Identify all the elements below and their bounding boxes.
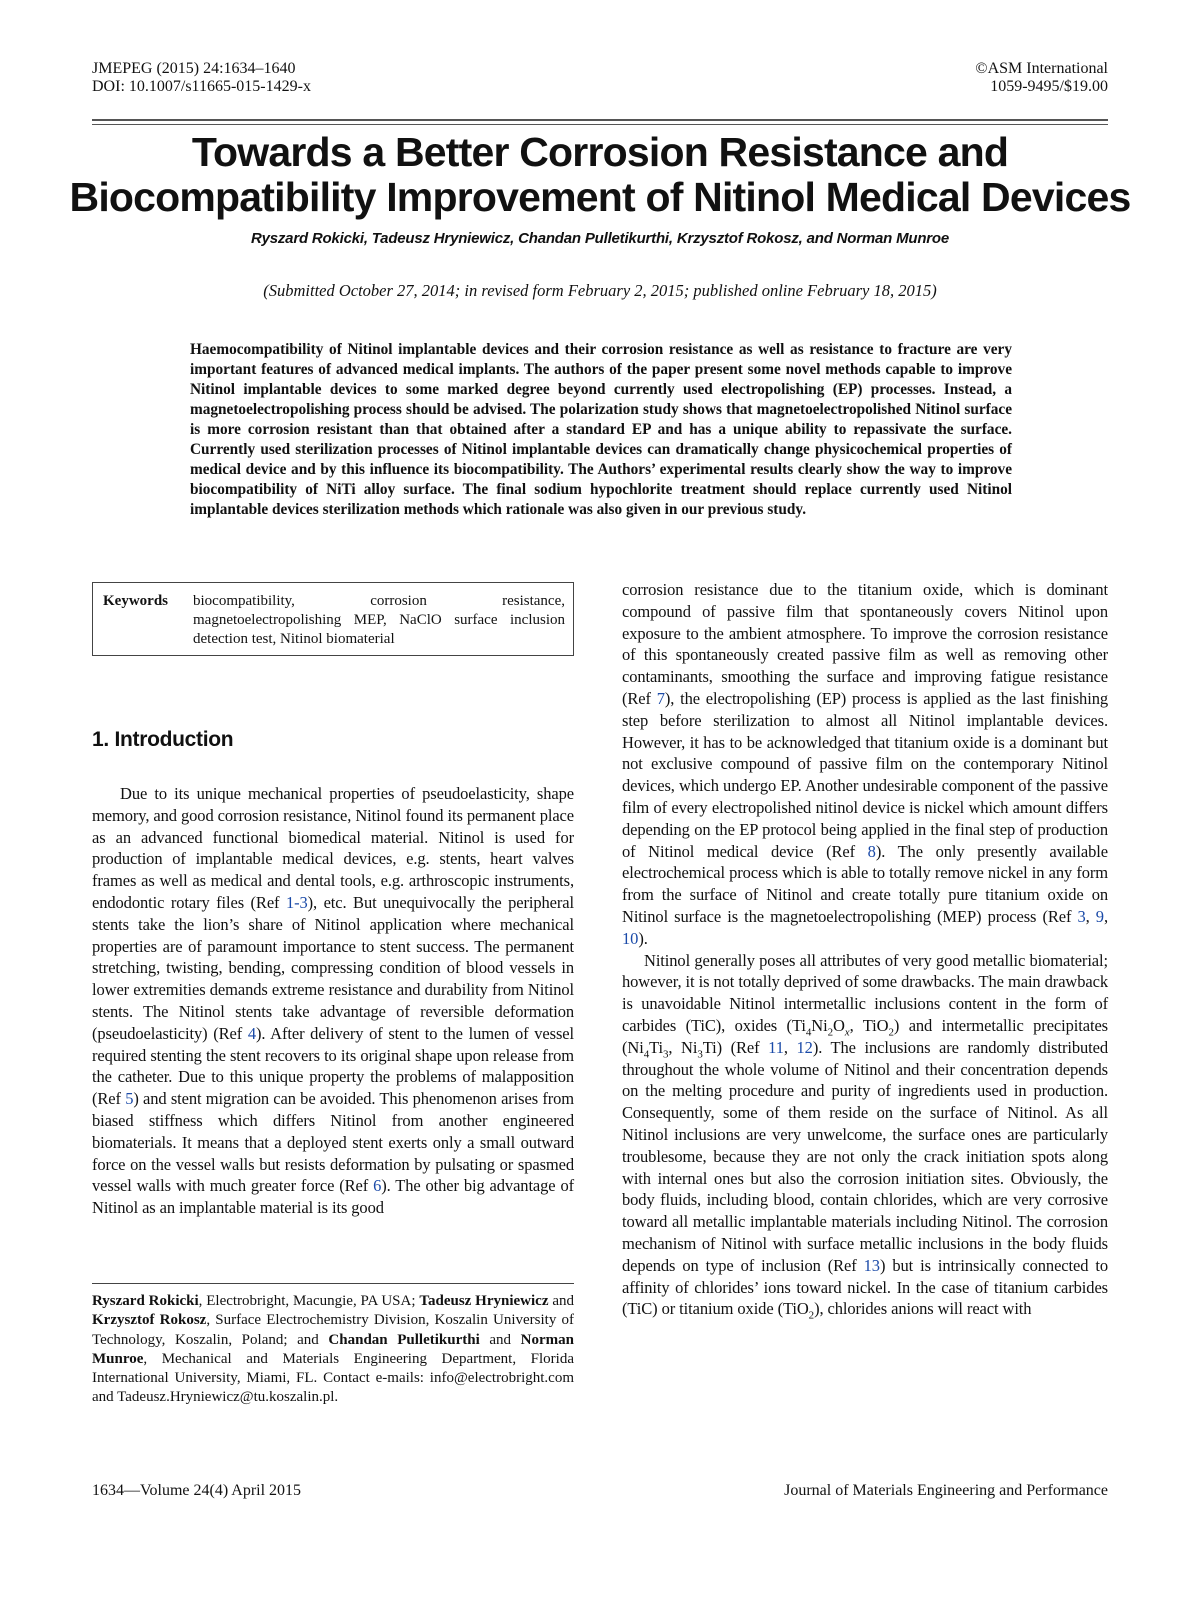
- affiliation-text: and: [479, 1331, 521, 1348]
- body-text: ) but is intrinsically connected to affinity of chlorides’ ions toward nickel. In the case of titanium carbides (TiC) or titanium oxide (TiO: [622, 1255, 1108, 1319]
- body-text: , TiO: [849, 1015, 889, 1035]
- intro-text: ), etc. But unequivocally the peripheral stents take the lion’s share of Nitinol application where mechanical properties are of paramount importance to stent success. The permanent stretching, twisting, bending, compressing condition of blood vessels in lower extremities demands extreme resistance and durability from Nitinol stents. The Nitinol stents take advantage of reversible deformation (pseudoelasticity) (Ref: [92, 892, 574, 1043]
- header-left: [92, 60, 311, 96]
- reference-link[interactable]: 13: [863, 1255, 880, 1275]
- reference-link[interactable]: 3: [1077, 906, 1086, 926]
- body-text: ,: [1103, 906, 1108, 926]
- header-right: [975, 60, 1108, 96]
- author-name: Krzysztof Rokosz: [92, 1312, 207, 1329]
- author-name: Ryszard Rokicki: [92, 1293, 199, 1309]
- publisher-line: ©ASM International: [975, 60, 1108, 77]
- footer-journal-name: Journal of Materials Engineering and Performance: [784, 1482, 1108, 1499]
- intro-text: ). The other big advantage of Nitinol as an implantable material is its good: [92, 1176, 574, 1218]
- reference-link[interactable]: 4: [247, 1023, 256, 1043]
- header-rule-thin: [92, 124, 1108, 125]
- subscript: 3: [663, 1048, 669, 1061]
- subscript: 2: [808, 1309, 815, 1322]
- affiliation-text: , Electrobright, Macungie, PA USA;: [198, 1293, 420, 1309]
- reference-link[interactable]: 12: [796, 1037, 813, 1057]
- affiliation-text: , Mechanical and Materials Engineering Department, Florida International University, Miami, FL. Contact e-mails: info@electrobright.com and Tadeusz.Hryniewicz@tu.koszalin.pl.: [92, 1350, 574, 1406]
- keywords-text: biocompatibility, corrosion resistance, magnetoelectropolishing MEP, NaClO surface inclusion detection test, Nitinol biomaterial: [193, 593, 565, 647]
- body-text: , Ni: [668, 1037, 698, 1057]
- subscript: 3: [697, 1048, 703, 1061]
- keywords-label: Keywords: [103, 593, 168, 609]
- submission-dates: (Submitted October 27, 2014; in revised form February 2, 2015; published online February 18, 2015): [263, 281, 937, 300]
- body-text: Ni: [811, 1015, 828, 1035]
- price-line: 1059-9495/$19.00: [990, 78, 1108, 95]
- subscript: x: [844, 1026, 850, 1039]
- intro-text: Due to its unique mechanical properties of pseudoelasticity, shape memory, and good corrosion resistance, Nitinol found its permanent place as an advanced functional biomedical material. Nitinol is used for production of implantable medical devices, e.g. stents, heart valves frames as well as medical and dental tools, e.g. arthroscopic instruments, endodontic rotary files (Ref: [92, 784, 574, 912]
- subscript: 2: [888, 1026, 894, 1039]
- title-line-1: Towards a Better Corrosion Resistance and: [191, 129, 1009, 175]
- subscript: 4: [805, 1026, 812, 1039]
- intro-text: ). After delivery of stent to the lumen of vessel required stenting the stent recovers to its original shape upon release from the catheter. Due to this unique property the problems of malapposition (Ref: [92, 1023, 574, 1109]
- body-text: ). The only presently available electrochemical process which is able to totally remove nickel in any form from the surface of Nitinol and create totally pure titanium oxide on Nitinol surface is the magnetoelectropolishing (MEP) process (Ref: [622, 841, 1108, 926]
- reference-link[interactable]: 6: [373, 1176, 382, 1196]
- footnote-rule: [92, 1283, 574, 1284]
- author-list: Ryszard Rokicki, Tadeusz Hryniewicz, Chandan Pulletikurthi, Krzysztof Rokosz, and Norman Munroe: [250, 230, 950, 247]
- abstract: Haemocompatibility of Nitinol implantable devices and their corrosion resistance as well as resistance to fracture are very important features of advanced medical implants. The authors of the paper present some novel methods capable to improve Nitinol implantable devices to some marked degree beyond currently used electropolishing (EP) processes. Instead, a magnetoelectropolishing process should be advised. The polarization study shows that magnetoelectropolished Nitinol surface is more corrosion resistant than that obtained after a standard EP and has a unique ability to repassivate the surface. Currently used sterilization processes of Nitinol implantable devices can dramatically change physicochemical properties of medical device and by this influence its biocompatibility. The Authors’ experimental results clearly show the way to improve biocompatibility of NiTi alloy surface. The final sodium hypochlorite treatment should replace currently used Nitinol implantable devices sterilization methods which rationale was also given in our previous study.: [190, 341, 1012, 518]
- body-text: ,: [1085, 906, 1096, 926]
- intro-text: ) and stent migration can be avoided. This phenomenon arises from biased stiffness which differs Nitinol from another engineered biomaterials. It means that a deployed stent exerts only a small outward force on the vessel walls but resists deformation by pulsating or spasmed vessel walls with much greater force (Ref: [92, 1089, 574, 1196]
- keywords-box: [92, 582, 574, 656]
- right-paragraph-2: [622, 950, 1108, 1321]
- body-text: Nitinol generally poses all attributes of very good metallic biomaterial; however, it is not totally deprived of some drawbacks. The main drawback is unavoidable Nitinol intermetallic inclusions content in the form of carbides (TiC), oxides (Ti: [622, 950, 1108, 1035]
- author-affiliations: [92, 1292, 574, 1408]
- subscript: 4: [643, 1048, 650, 1061]
- reference-link[interactable]: 8: [867, 841, 876, 861]
- body-text: O: [832, 1015, 845, 1035]
- affiliation-text: and: [548, 1293, 574, 1309]
- author-name: Tadeusz Hryniewicz: [419, 1293, 549, 1309]
- introduction-paragraph: [92, 783, 574, 1219]
- affiliation-text: , Surface Electrochemistry Division, Koszalin University of Technology, Koszalin, Poland; and: [92, 1312, 575, 1348]
- footer-page-info: 1634—Volume 24(4) April 2015: [92, 1482, 302, 1499]
- author-name: Chandan Pulletikurthi: [328, 1331, 480, 1348]
- right-paragraph-1: [622, 579, 1108, 950]
- journal-line: JMEPEG (2015) 24:1634–1640: [92, 60, 296, 77]
- reference-link[interactable]: 11: [768, 1037, 784, 1057]
- body-text: ). The inclusions are randomly distributed throughout the whole volume of Nitinol and their concentration depends on the melting procedure and purity of ingredients used in production. Consequently, some of them reside on the surface of Nitinol. As all Nitinol inclusions are very unwelcome, the surface ones are particularly troublesome, because they are not only the crack initiation spots along with internal ones but also the corrosion initiation sites. Obviously, the body fluids, including blood, contain chlorides, which are very corrosive toward all metallic implantable materials including Nitinol. The corrosion mechanism of Nitinol with surface metallic inclusions in the body fluids depends on type of inclusion (Ref: [622, 1037, 1108, 1275]
- section-heading-introduction: 1. Introduction: [92, 728, 234, 751]
- reference-link[interactable]: 7: [656, 688, 665, 708]
- subscript: 2: [827, 1026, 833, 1039]
- reference-link[interactable]: 9: [1095, 906, 1104, 926]
- body-text: ) and intermetallic precipitates (Ni: [622, 1015, 1109, 1057]
- body-text: ), chlorides anions will react with: [814, 1299, 1032, 1319]
- body-text: ).: [638, 928, 648, 948]
- reference-link[interactable]: 5: [125, 1089, 134, 1109]
- header-rule: [92, 119, 1108, 121]
- paper-title: [60, 130, 1140, 220]
- body-text: ), the electropolishing (EP) process is applied as the last finishing step before sterilization to almost all Nitinol implantable devices. However, it has to be acknowledged that titanium oxide is a dominant but not exclusive compound of passive film on the contemporary Nitinol devices, which undergo EP. Another undesirable component of the passive film of every electropolished nitinol device is nickel which amount differs depending on the EP protocol being applied in the final step of production of Nitinol medical device (Ref: [622, 688, 1108, 861]
- body-text: Ti) (Ref: [702, 1037, 769, 1057]
- body-text: Ti: [649, 1037, 663, 1057]
- right-column: [622, 579, 1108, 1320]
- reference-link[interactable]: 10: [622, 928, 639, 948]
- title-line-2: Biocompatibility Improvement of Nitinol Medical Devices: [69, 174, 1131, 220]
- body-text: ,: [783, 1037, 797, 1057]
- reference-link[interactable]: 1-3: [285, 892, 308, 912]
- author-name: Norman Munroe: [92, 1331, 574, 1367]
- doi-line: DOI: 10.1007/s11665-015-1429-x: [92, 78, 311, 95]
- body-text: corrosion resistance due to the titanium oxide, which is dominant compound of passive film that spontaneously covers Nitinol upon exposure to the ambient atmosphere. To improve the corrosion resistance of this spontaneously created passive film as well as removing other contaminants, smoothing the surface and improving fatigue resistance (Ref: [622, 580, 1108, 708]
